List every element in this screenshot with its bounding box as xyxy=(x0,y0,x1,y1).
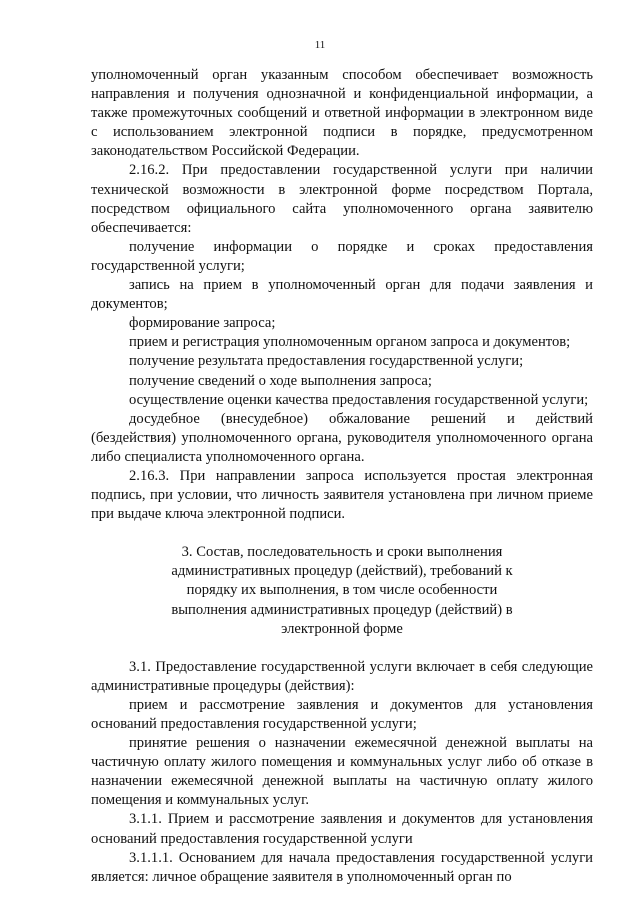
heading-line: административных процедур (действий), требований к xyxy=(171,563,513,580)
document-body xyxy=(91,66,593,887)
paragraph: прием и регистрация уполномоченным органом запроса и документов; xyxy=(129,334,571,351)
paragraph: принятие решения о назначении ежемесячной денежной выплаты на частичную оплату жилого помещения и коммунальных услуг либо об отказе в назначении ежемесячной денежной выплаты на частичную оплату жилого помещения и коммунальных услуг. xyxy=(91,735,593,809)
heading-line: 3. Состав, последовательность и сроки выполнения xyxy=(181,544,503,561)
paragraph-group-bottom xyxy=(91,658,593,887)
paragraph: запись на прием в уполномоченный орган для подачи заявления и документов; xyxy=(91,277,593,313)
heading-line: выполнения административных процедур (действий) в xyxy=(171,601,513,618)
paragraph: получение информации о порядке и сроках предоставления государственной услуги; xyxy=(91,238,593,274)
paragraph: прием и рассмотрение заявления и документов для установления оснований предоставления государственной услуги; xyxy=(91,696,593,732)
paragraph: 3.1.1.1. Основанием для начала предоставления государственной услуги является: личное обращение заявителя в уполномоченный орган по xyxy=(91,849,593,885)
heading-line: порядку их выполнения, в том числе особенности xyxy=(186,582,498,599)
paragraph: получение результата предоставления государственной услуги; xyxy=(129,353,524,370)
heading-line: электронной форме xyxy=(281,620,403,637)
paragraph: 3.1. Предоставление государственной услуги включает в себя следующие административные процедуры (действия): xyxy=(91,658,593,694)
page-number: 11 xyxy=(314,39,326,51)
paragraph: осуществление оценки качества предоставления государственной услуги; xyxy=(129,391,589,408)
paragraph: досудебное (внесудебное) обжалование решений и действий (бездействия) уполномоченного органа, руководителя уполномоченного органа либо специалиста уполномоченного органа. xyxy=(91,410,593,465)
paragraph: 2.16.2. При предоставлении государственной услуги при наличии технической возможности в электронной форме посредством Портала, посредством официального сайта уполномоченного органа заявителю обеспечивается: xyxy=(91,162,593,236)
paragraph: 3.1.1. Прием и рассмотрение заявления и документов для установления оснований предоставления государственной услуги xyxy=(91,811,593,847)
paragraph-group-top xyxy=(91,66,593,524)
paragraph: 2.16.3. При направлении запроса используется простая электронная подпись, при условии, что личность заявителя установлена при личном приеме при выдаче ключа электронной подписи. xyxy=(91,467,593,523)
paragraph: формирование запроса; xyxy=(129,315,276,332)
paragraph: получение сведений о ходе выполнения запроса; xyxy=(129,372,432,389)
paragraph: уполномоченный орган указанным способом обеспечивает возможность направления и получения однозначной и конфиденциальной информации, а также промежуточных сообщений и ответной информации в электронном виде с использованием электронной подписи в порядке, предусмотренном законодательством Российской Федерации. xyxy=(91,67,593,160)
section-heading xyxy=(91,543,593,638)
